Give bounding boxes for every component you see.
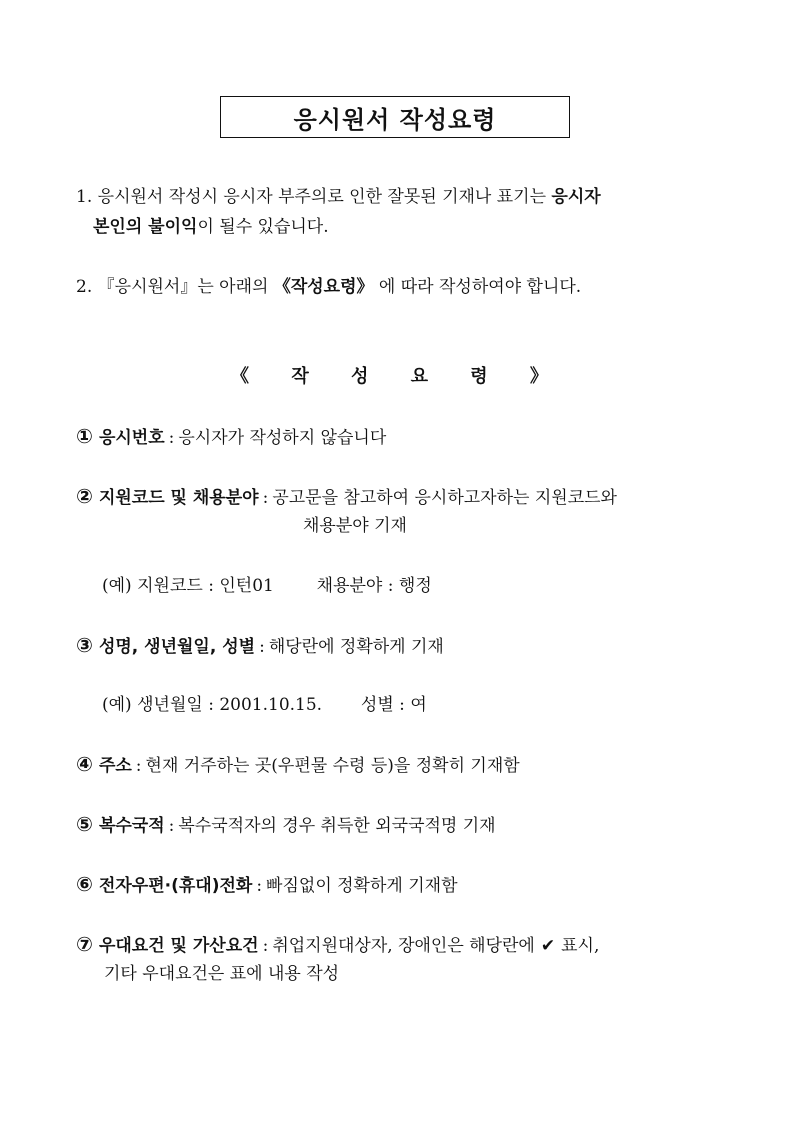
item-1-colon: :: [168, 428, 175, 448]
item-2-text-b: 채용분야 기재: [303, 516, 407, 536]
item-7-colon: :: [262, 936, 269, 956]
item-7-text-b: 표시,: [561, 936, 600, 956]
example-1-prefix: (예): [102, 576, 132, 596]
item-6-text: 빠짐없이 정확하게 기재함: [266, 876, 458, 896]
item-3-mark: ③: [76, 633, 93, 657]
checkmark-icon: ✔: [540, 936, 556, 956]
item-5-text: 복수국적자의 경우 취득한 외국국적명 기재: [178, 816, 496, 836]
item-2-label: 지원코드 및 채용분야: [98, 488, 259, 508]
note-1-bold-a: 응시자: [551, 187, 601, 207]
item-7-label: 우대요건 및 가산요건: [98, 936, 259, 956]
item-6-colon: :: [256, 876, 263, 896]
note-1-text: 응시원서 작성시 응시자 부주의로 인한 잘못된 기재나 표기는: [97, 187, 552, 207]
note-2-text-b: 에 따라 작성하여야 합니다.: [373, 277, 582, 297]
note-1-number: 1.: [76, 187, 93, 207]
note-2: [76, 272, 581, 302]
item-5-mark: ⑤: [76, 812, 93, 836]
example-1-colon-2: :: [387, 576, 394, 596]
note-1-text-b: 이 될수 있습니다.: [197, 217, 329, 237]
item-3: [76, 630, 444, 662]
item-4: [76, 749, 520, 781]
example-2-key-1: 생년월일: [137, 695, 203, 715]
example-1: [102, 571, 432, 601]
guide-heading: 《 작 성 요 령 》: [231, 366, 562, 387]
example-1-key-1: 지원코드: [137, 576, 203, 596]
item-5: [76, 809, 496, 841]
note-2-text-a: 『응시원서』는 아래의: [97, 277, 274, 297]
item-3-label: 성명, 생년월일, 성별: [98, 637, 256, 657]
item-4-colon: :: [135, 756, 142, 776]
item-7-text-a: 취업지원대상자, 장애인은 해당란에: [272, 936, 535, 956]
example-1-colon-1: :: [208, 576, 214, 596]
document-title: [220, 96, 570, 138]
item-6-label: 전자우편·(휴대)전화: [98, 876, 253, 896]
example-2-value-1: 2001.10.15.: [219, 695, 323, 715]
note-2-bold: 《작성요령》: [273, 277, 374, 297]
item-7-mark: ⑦: [76, 932, 93, 956]
item-7: [76, 929, 599, 961]
document-title-text: 응시원서 작성요령: [293, 105, 497, 134]
item-1-label: 응시번호: [98, 428, 165, 448]
item-2: [76, 481, 617, 513]
item-3-colon: :: [259, 637, 265, 657]
note-1-bold-b: 본인의 불이익: [93, 217, 198, 237]
item-4-text: 현재 거주하는 곳(우편물 수령 등)을 정확히 기재함: [145, 756, 520, 776]
note-1-continued: [93, 212, 329, 242]
item-7-text-c: 기타 우대요건은 표에 내용 작성: [104, 964, 340, 984]
example-2-key-2: 성별: [360, 695, 394, 715]
example-1-key-2: 채용분야: [316, 576, 383, 596]
item-1: [76, 421, 386, 453]
example-2-prefix: (예): [102, 695, 132, 715]
item-2-mark: ②: [76, 484, 93, 508]
example-2-colon-2: :: [399, 695, 405, 715]
item-3-text: 해당란에 정확하게 기재: [268, 637, 444, 657]
item-4-mark: ④: [76, 752, 93, 776]
example-2: [102, 690, 427, 720]
item-4-label: 주소: [98, 756, 132, 776]
item-1-mark: ①: [76, 424, 93, 448]
item-5-colon: :: [168, 816, 175, 836]
item-2-continued: [303, 511, 407, 541]
item-6: [76, 869, 458, 901]
item-1-text: 응시자가 작성하지 않습니다: [178, 428, 387, 448]
example-1-value-2: 행정: [398, 576, 432, 596]
item-7-continued: [104, 959, 339, 989]
note-1: [76, 182, 601, 212]
example-1-value-1: 인턴01: [219, 576, 274, 596]
item-5-label: 복수국적: [98, 816, 165, 836]
item-6-mark: ⑥: [76, 872, 93, 896]
example-2-value-2: 여: [410, 695, 427, 715]
example-2-colon-1: :: [208, 695, 214, 715]
note-2-number: 2.: [76, 277, 93, 297]
item-2-colon: :: [262, 488, 269, 508]
item-2-text-a: 공고문을 참고하여 응시하고자하는 지원코드와: [272, 488, 617, 508]
